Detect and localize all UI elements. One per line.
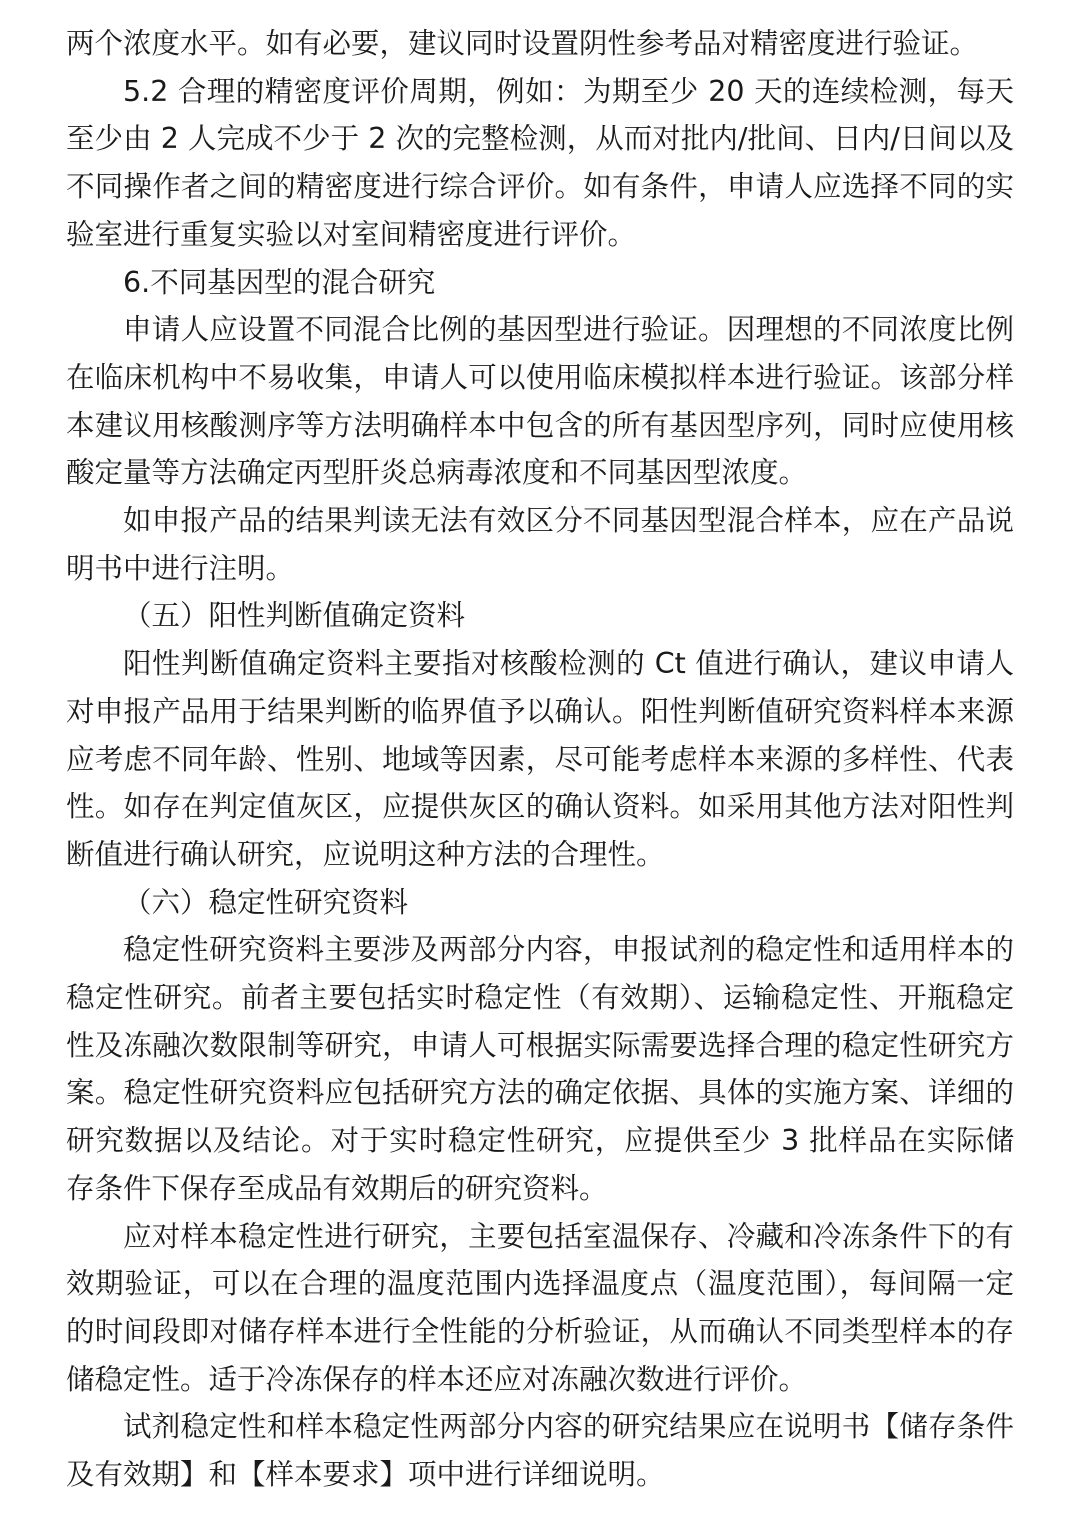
paragraph-precision-period: 5.2 合理的精密度评价周期，例如：为期至少 20 天的连续检测，每天至少由 2 人完成不少于 2 次的完整检测，从而对批内/批间、日内/日间以及不同操作者之间的精密度进行综合评价。如有条件，申请人应选择不同的实验室进行重复实验以对室间精密度进行评价。 [66,74,1014,251]
paragraph-genotype-note: 如申报产品的结果判读无法有效区分不同基因型混合样本，应在产品说明书中进行注明。 [66,504,1014,585]
paragraph-positive-cutoff: 阳性判断值确定资料主要指对核酸检测的 Ct 值进行确认，建议申请人对申报产品用于结果判断的临界值予以确认。阳性判断值研究资料样本来源应考虑不同年龄、性别、地域等因素，尽可能考虑样本来源的多样性、代表性。如存在判定值灰区，应提供灰区的确认资料。如采用其他方法对阳性判断值进行确认研究，应说明这种方法的合理性。 [66,647,1014,871]
paragraph-sample-stability: 应对样本稳定性进行研究，主要包括室温保存、冷藏和冷冻条件下的有效期验证，可以在合理的温度范围内选择温度点（温度范围），每间隔一定的时间段即对储存样本进行全性能的分析验证，从而确认不同类型样本的存储稳定性。适于冷冻保存的样本还应对冻融次数进行评价。 [66,1219,1014,1396]
paragraph-precision-levels: 两个浓度水平。如有必要，建议同时设置阴性参考品对精密度进行验证。 [66,27,979,60]
paragraph-reagent-stability: 稳定性研究资料主要涉及两部分内容，申报试剂的稳定性和适用样本的稳定性研究。前者主要包括实时稳定性（有效期）、运输稳定性、开瓶稳定性及冻融次数限制等研究，申请人可根据实际需要选择合理的稳定性研究方案。稳定性研究资料应包括研究方法的确定依据、具体的实施方案、详细的研究数据以及结论。对于实时稳定性研究，应提供至少 3 批样品在实际储存条件下保存至成品有效期后的研究资料。 [66,933,1014,1205]
paragraph-genotype-mix: 申请人应设置不同混合比例的基因型进行验证。因理想的不同浓度比例在临床机构中不易收集，申请人可以使用临床模拟样本进行验证。该部分样本建议用核酸测序等方法明确样本中包含的所有基因型序列，同时应使用核酸定量等方法确定丙型肝炎总病毒浓度和不同基因型浓度。 [66,313,1014,490]
heading-genotype-mix: 6.不同基因型的混合研究 [123,265,436,299]
heading-stability: （六）稳定性研究资料 [123,885,409,919]
heading-positive-cutoff: （五）阳性判断值确定资料 [123,599,466,633]
paragraph-stability-results: 试剂稳定性和样本稳定性两部分内容的研究结果应在说明书【储存条件及有效期】和【样本要求】项中进行详细说明。 [66,1410,1014,1492]
